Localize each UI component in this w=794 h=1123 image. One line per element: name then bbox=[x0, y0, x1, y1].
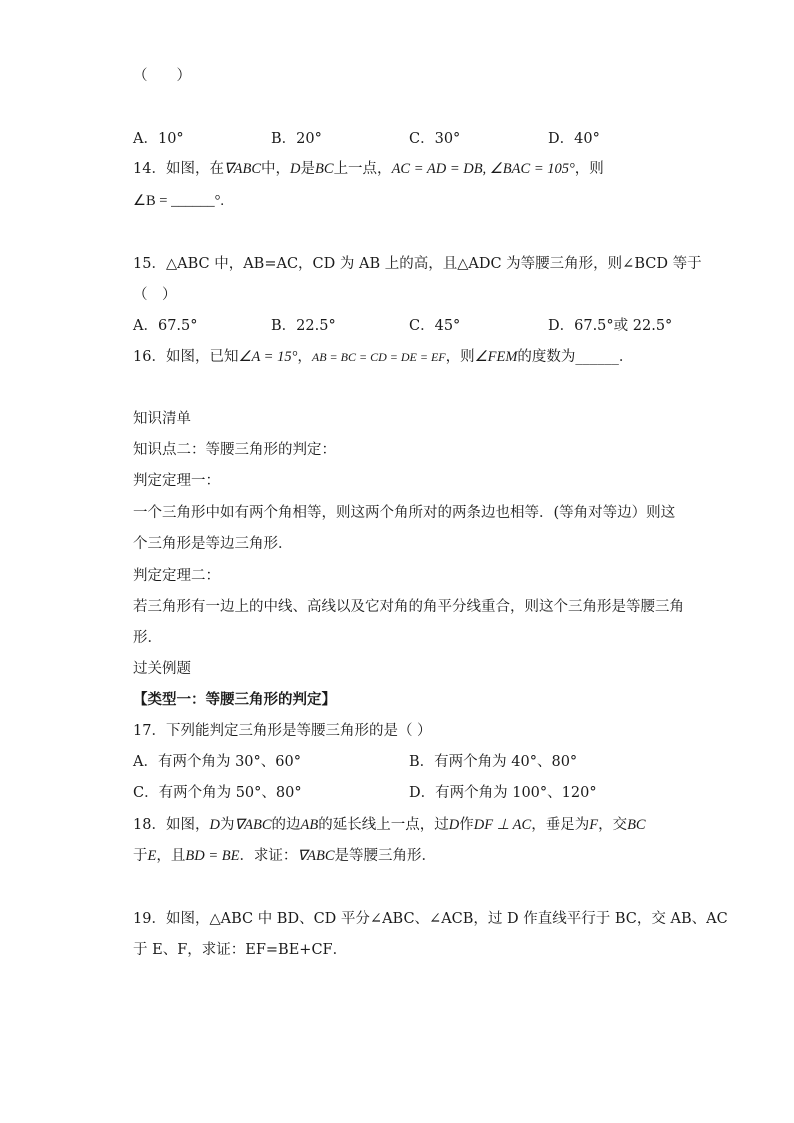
theorem2-title: 判定定理二： bbox=[133, 568, 220, 584]
q15-line1: 15．△ABC 中，AB=AC，CD 为 AB 上的高，且△ADC 为等腰三角形，则∠BCD 等于 bbox=[133, 256, 702, 272]
q17-option-c: C．有两个角为 50°、80° bbox=[133, 785, 302, 801]
q18-line2: 于E，且BD = BE．求证：∇ABC是等腰三角形． bbox=[133, 848, 437, 864]
type1-heading: 【类型一：等腰三角形的判定】 bbox=[133, 691, 336, 708]
q13-option-c: C．30° bbox=[409, 131, 461, 147]
q15-option-c: C．45° bbox=[409, 318, 461, 334]
q13-option-a: A．10° bbox=[133, 131, 184, 147]
q15-option-b: B．22.5° bbox=[271, 318, 336, 334]
q13-option-d: D．40° bbox=[548, 131, 600, 147]
q17-option-b: B．有两个角为 40°、80° bbox=[409, 754, 578, 770]
q19-line1: 19．如图，△ABC 中 BD、CD 平分∠ABC、∠ACB，过 D 作直线平行于 BC，交 AB、AC bbox=[133, 911, 728, 927]
q15-option-a: A．67.5° bbox=[133, 318, 198, 334]
q14-line2: ∠B = ______°. bbox=[133, 193, 225, 209]
q16-line: 16．如图，已知∠A = 15°，AB = BC = CD = DE = EF，则∠FEM的度数为______． bbox=[133, 349, 634, 365]
knowledge-point2: 知识点二：等腰三角形的判定： bbox=[133, 442, 336, 458]
knowledge-title: 知识清单 bbox=[133, 411, 191, 427]
theorem1-line2: 个三角形是等边三角形． bbox=[133, 536, 293, 552]
q17-stem: 17．下列能判定三角形是等腰三角形的是（ ） bbox=[133, 723, 432, 739]
q14-line1: 14．如图，在∇ABC中，D是BC上一点，AC = AD = DB, ∠BAC = 105°，则 bbox=[133, 161, 604, 177]
q15-option-d: D．67.5°或 22.5° bbox=[548, 318, 673, 334]
theorem2-line1: 若三角形有一边上的中线、高线以及它对角的角平分线重合，则这个三角形是等腰三角 bbox=[133, 599, 684, 615]
theorem2-line2: 形． bbox=[133, 630, 162, 646]
q17-option-d: D．有两个角为 100°、120° bbox=[409, 785, 597, 801]
q13-paren: （ ） bbox=[133, 68, 191, 84]
q19-line2: 于 E、F，求证：EF=BE+CF． bbox=[133, 942, 348, 958]
theorem1-line1: 一个三角形中如有两个角相等，则这两个角所对的两条边也相等．(等角对等边）则这 bbox=[133, 505, 676, 521]
q18-line1: 18．如图，D为∇ABC的边AB的延长线上一点，过D作DF ⊥ AC，垂足为F，交BC bbox=[133, 817, 646, 833]
theorem1-title: 判定定理一： bbox=[133, 473, 220, 489]
examples-heading: 过关例题 bbox=[133, 661, 191, 677]
q13-option-b: B．20° bbox=[271, 131, 322, 147]
q17-option-a: A．有两个角为 30°、60° bbox=[133, 754, 301, 770]
q15-line2: （ ） bbox=[133, 287, 177, 303]
